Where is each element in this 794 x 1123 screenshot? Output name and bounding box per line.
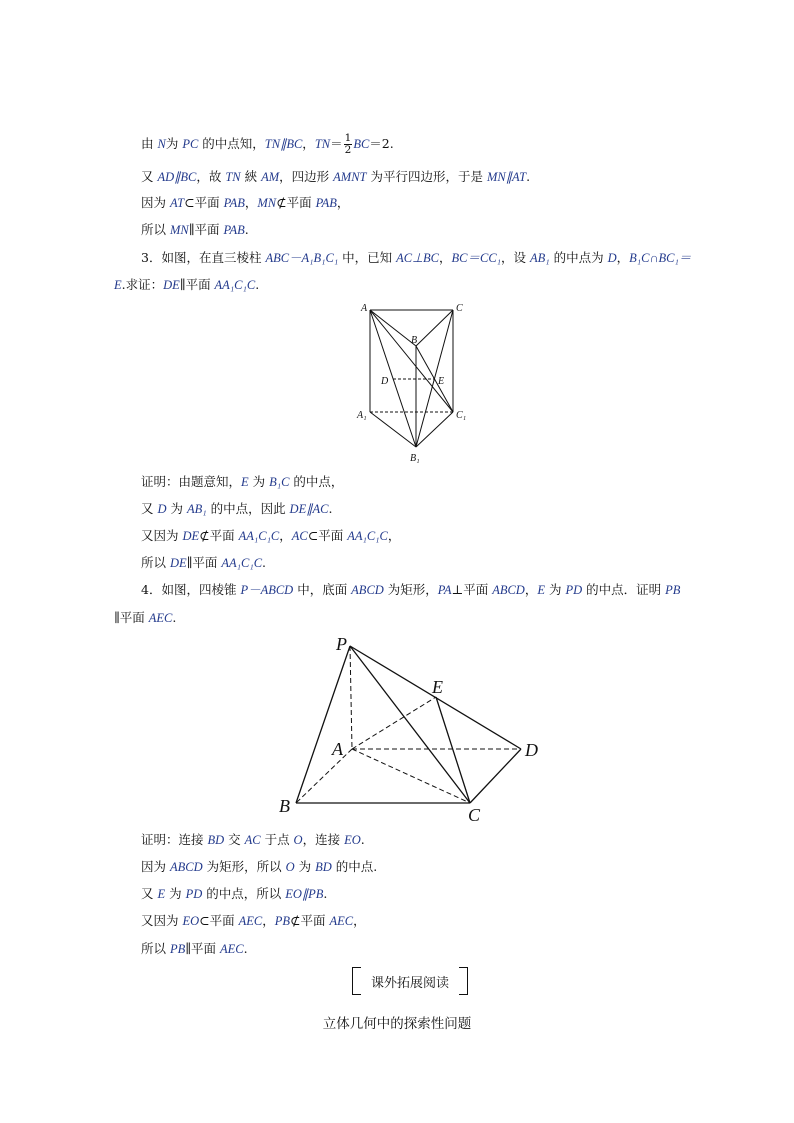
text: ，	[302, 136, 315, 151]
text: 的中点知，	[198, 136, 265, 151]
math: ABCD	[351, 583, 384, 597]
text: 证明：连接	[141, 832, 208, 847]
text-line-9	[141, 527, 400, 545]
math: BD	[207, 833, 225, 847]
math: ABC－A₁B₁C₁	[265, 251, 339, 265]
math: EO∥PB	[285, 887, 324, 901]
text: ＝2.	[369, 136, 394, 151]
text: ⊂平面	[199, 913, 239, 928]
text-line-11	[141, 581, 680, 599]
text: 因为	[141, 859, 170, 874]
text: ，四边形	[279, 169, 334, 184]
math: PAB	[223, 223, 245, 237]
math: AC	[291, 529, 308, 543]
math: AA₁C₁C	[221, 556, 263, 570]
math: E	[241, 475, 249, 489]
math: ABCD	[492, 583, 525, 597]
label-D: D	[381, 376, 389, 387]
edge-AB	[370, 310, 416, 346]
edge-PB	[296, 646, 350, 803]
fraction-numerator: 1	[344, 132, 352, 144]
math: DE	[182, 529, 200, 543]
text: 又因为	[141, 913, 183, 928]
text-line-15	[141, 885, 327, 903]
text: ＝	[330, 136, 343, 151]
segment-B1C	[416, 310, 453, 447]
text: .	[262, 555, 267, 570]
edge-A1B1	[370, 412, 416, 447]
math: BD	[315, 860, 332, 874]
math: O	[293, 833, 303, 847]
math: PAB	[315, 196, 337, 210]
label-E: E	[432, 677, 443, 697]
text: 为	[545, 582, 566, 597]
text: 由	[141, 136, 158, 151]
edge-B1C1	[416, 412, 453, 447]
math: PD	[185, 887, 203, 901]
text: ⊄平面	[199, 528, 239, 543]
section-subtitle: 立体几何中的探索性问题	[322, 1016, 472, 1032]
math: PB	[665, 583, 681, 597]
label-B: B	[279, 796, 290, 816]
math: PD	[565, 583, 583, 597]
math: AC⊥BC	[396, 251, 439, 265]
math: PAB	[223, 196, 245, 210]
text: 于点	[260, 832, 294, 847]
text: ∥平面	[114, 610, 149, 625]
text: ，	[244, 195, 258, 210]
segment-AC1	[370, 310, 453, 412]
edge-PA	[350, 646, 352, 749]
text-line-16	[141, 912, 366, 930]
math: AEC	[220, 942, 244, 956]
text: ，	[616, 250, 630, 265]
math: PB	[274, 914, 291, 928]
label-A: A	[332, 739, 343, 759]
math: AA₁C₁C	[214, 278, 256, 292]
text: .求证：	[121, 277, 164, 292]
text: 的中点．证明	[582, 582, 666, 597]
label-D: D	[525, 740, 538, 760]
label-P: P	[336, 634, 347, 654]
text: ∥平面	[179, 277, 215, 292]
text: 为平行四边形，于是	[366, 169, 487, 184]
edge-CD	[470, 749, 521, 803]
math: PC	[182, 137, 199, 151]
text: 所以	[141, 222, 170, 237]
text-line-10	[141, 554, 266, 572]
text: ∥平面	[185, 941, 221, 956]
segment-EC	[436, 697, 470, 803]
text-line-8	[141, 500, 332, 518]
text: ⊂平面	[184, 195, 224, 210]
text: 为	[248, 474, 270, 489]
bracket-right	[459, 967, 468, 995]
text: 綊	[240, 169, 262, 184]
text: 所以	[141, 941, 170, 956]
text: 为	[165, 136, 183, 151]
text: 3．如图，在直三棱柱	[141, 250, 266, 265]
text: 又	[141, 886, 158, 901]
text-line-6	[114, 276, 259, 294]
text: ，	[524, 582, 538, 597]
text-line-7	[141, 473, 343, 491]
text: .	[243, 941, 248, 956]
text: ，	[336, 195, 350, 210]
text: ∥平面	[188, 222, 224, 237]
text: ，	[279, 528, 292, 543]
math: B₁C	[269, 475, 290, 489]
math: E	[537, 583, 545, 597]
math: ABCD	[169, 860, 203, 874]
text: 证明：由题意知，	[141, 474, 242, 489]
math: AEC	[148, 611, 173, 625]
fraction	[344, 133, 353, 156]
math: AM	[261, 170, 280, 184]
label-C1: C₁	[456, 410, 467, 421]
text: ，设	[501, 250, 530, 265]
text-line-14	[141, 858, 377, 876]
text-line-2	[141, 168, 530, 186]
label-B1: B₁	[410, 453, 420, 464]
text: .	[255, 277, 260, 292]
label-B: B	[411, 335, 418, 346]
edge-PD	[350, 646, 521, 749]
math: B₁C∩BC₁＝	[629, 251, 692, 265]
math: AEC	[238, 914, 263, 928]
section-heading-text: 课外拓展阅读	[370, 976, 449, 991]
text: .	[323, 886, 328, 901]
math: DE∥AC	[289, 502, 329, 516]
text: 又	[141, 169, 158, 184]
math: BC	[353, 137, 370, 151]
edge-AB	[296, 749, 352, 803]
math: D	[157, 502, 167, 516]
label-C: C	[456, 303, 463, 314]
text: ⊥平面	[451, 582, 493, 597]
math: EO	[344, 833, 361, 847]
math: AB₁	[530, 251, 550, 265]
text: .	[172, 610, 177, 625]
segment-AE	[352, 697, 436, 749]
text-line-4	[141, 221, 249, 239]
math: MN	[257, 196, 277, 210]
math: BC＝CC₁	[451, 251, 502, 265]
text: ，	[387, 528, 401, 543]
math: PA	[437, 583, 452, 597]
math: TN	[225, 170, 241, 184]
math: N	[157, 137, 166, 151]
math: E	[114, 278, 122, 292]
segment-AB1	[370, 310, 416, 447]
text: ⊄平面	[290, 913, 330, 928]
math: AC	[244, 833, 261, 847]
math: DE	[169, 556, 187, 570]
text-line-5	[141, 249, 691, 267]
text: ，	[439, 250, 452, 265]
text: ，	[262, 913, 275, 928]
math: AMNT	[333, 170, 367, 184]
math: PB	[169, 942, 186, 956]
math: EO	[182, 914, 200, 928]
text: 所以	[141, 555, 170, 570]
segment-BC1	[416, 346, 453, 412]
math: AB₁	[186, 502, 207, 516]
text-line-17	[141, 940, 248, 958]
text: 为	[166, 501, 187, 516]
text: ⊂平面	[307, 528, 348, 543]
text: ，故	[196, 169, 226, 184]
text: 又	[141, 501, 158, 516]
text-line-3	[141, 194, 349, 212]
text: 的中点，	[289, 474, 344, 489]
label-C: C	[468, 805, 481, 825]
text: 为矩形，	[383, 582, 438, 597]
math: MN∥AT	[486, 170, 527, 184]
text: ，连接	[302, 832, 345, 847]
math: DE	[163, 278, 180, 292]
math: P－ABCD	[240, 583, 294, 597]
text: 为	[165, 886, 186, 901]
text: ，	[353, 913, 366, 928]
math: TN∥BC	[264, 137, 303, 151]
text: 的中点，所以	[202, 886, 286, 901]
text: 又因为	[141, 528, 183, 543]
text: ∥平面	[186, 555, 222, 570]
text: 交	[224, 832, 245, 847]
text: .	[328, 501, 333, 516]
text: 为	[294, 859, 316, 874]
math: TN	[314, 137, 331, 151]
text: .	[526, 169, 531, 184]
edge-BC	[416, 310, 453, 346]
label-A: A	[361, 303, 368, 314]
segment-AC	[352, 749, 470, 803]
text: 中，已知	[338, 250, 397, 265]
math: MN	[169, 223, 189, 237]
text: 中，底面	[293, 582, 352, 597]
text: 因为	[141, 195, 170, 210]
text: .	[244, 222, 249, 237]
edge-PC	[350, 646, 470, 803]
fraction-denominator: 2	[344, 144, 352, 156]
label-A1: A₁	[357, 410, 367, 421]
math: AEC	[329, 914, 354, 928]
section-heading	[352, 967, 468, 995]
math: O	[285, 860, 295, 874]
math: AT	[169, 196, 185, 210]
math: AD∥BC	[157, 170, 197, 184]
label-E: E	[438, 376, 445, 387]
text: ⊄平面	[276, 195, 316, 210]
text-line-12	[114, 609, 176, 627]
math: AA₁C₁C	[238, 529, 280, 543]
math: D	[607, 251, 617, 265]
text: 的中点，因此	[206, 501, 290, 516]
text-line-1	[141, 133, 394, 156]
math: AA₁C₁C	[347, 529, 388, 543]
math: E	[157, 887, 166, 901]
text: .	[360, 832, 365, 847]
text: 4．如图，四棱锥	[141, 582, 241, 597]
text: 的中点.	[331, 859, 378, 874]
text: 为矩形，所以	[202, 859, 286, 874]
text-line-13	[141, 831, 365, 849]
text: 的中点为	[549, 250, 608, 265]
